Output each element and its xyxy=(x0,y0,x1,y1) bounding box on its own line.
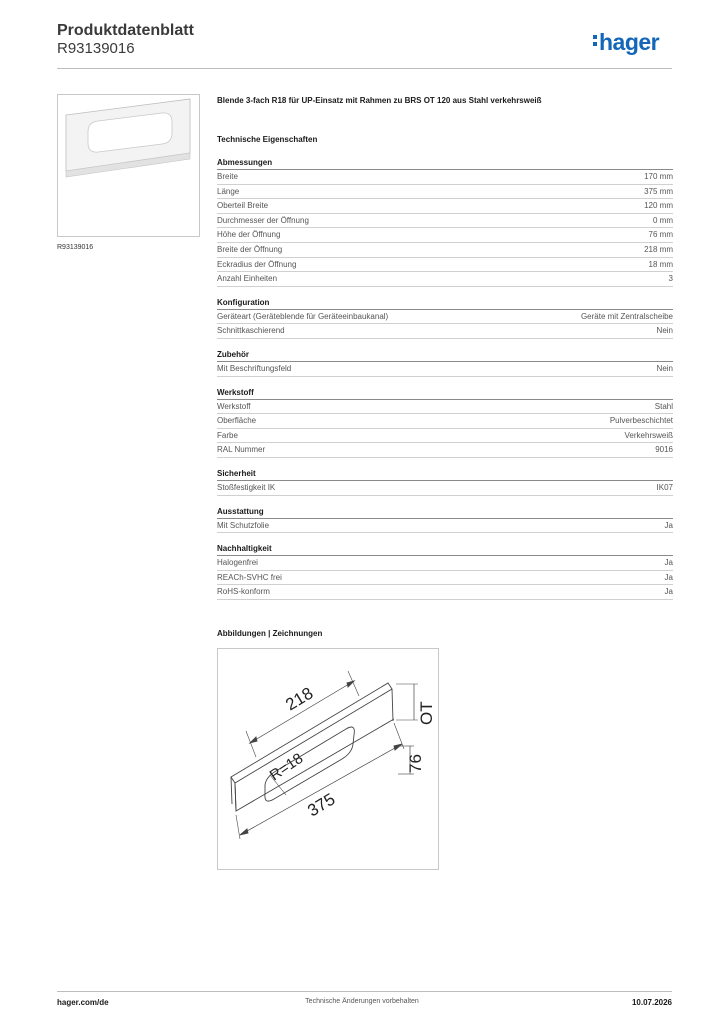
spec-label: Werkstoff xyxy=(217,401,251,411)
header-divider xyxy=(57,68,672,69)
spec-value: 170 mm xyxy=(644,172,673,181)
spec-label: Breite der Öffnung xyxy=(217,244,283,254)
spec-row xyxy=(217,585,673,600)
spec-value: Ja xyxy=(664,587,673,597)
spec-label: Schnittkaschierend xyxy=(217,326,285,336)
spec-label: Stoßfestigkeit IK xyxy=(217,482,276,492)
spec-section xyxy=(217,506,673,534)
spec-section xyxy=(217,543,673,600)
spec-row xyxy=(217,272,673,287)
section-heading: Zubehör xyxy=(217,349,673,362)
spec-value: Nein xyxy=(656,363,673,373)
spec-label: Halogenfrei xyxy=(217,558,258,568)
spec-label: Höhe der Öffnung xyxy=(217,230,281,240)
dim-radius-label: R=18 xyxy=(266,749,307,785)
dim-width-label: 218 xyxy=(282,683,317,715)
section-heading: Abmessungen xyxy=(217,157,673,170)
footer-divider xyxy=(57,991,672,992)
spec-row xyxy=(217,362,673,377)
spec-value: Stahl xyxy=(654,401,673,411)
spec-value: Verkehrsweiß xyxy=(624,430,673,440)
spec-section xyxy=(217,297,673,339)
spec-label: Breite xyxy=(217,172,238,181)
hager-logo xyxy=(593,29,659,56)
spec-label: Farbe xyxy=(217,430,238,440)
spec-value: 0 mm xyxy=(653,215,673,225)
spec-sections xyxy=(217,157,673,600)
cover-plate-image xyxy=(58,95,199,236)
spec-value: 120 mm xyxy=(644,201,673,211)
section-heading: Ausstattung xyxy=(217,506,673,519)
technical-drawing xyxy=(217,648,439,870)
spec-label: Anzahl Einheiten xyxy=(217,274,278,284)
drawings-heading: Abbildungen | Zeichnungen xyxy=(217,629,323,638)
spec-value: Ja xyxy=(664,558,673,568)
footer-note: Technische Änderungen vorbehalten xyxy=(305,998,419,1005)
spec-row xyxy=(217,214,673,229)
section-heading: Sicherheit xyxy=(217,468,673,481)
spec-row xyxy=(217,228,673,243)
product-thumbnail xyxy=(57,94,200,237)
spec-row xyxy=(217,170,673,185)
spec-value: 375 mm xyxy=(644,186,673,196)
dim-ot-label: OT xyxy=(417,701,436,725)
logo-text: hager xyxy=(599,29,660,55)
spec-value: IK07 xyxy=(656,482,673,492)
spec-row xyxy=(217,310,673,325)
spec-row xyxy=(217,556,673,571)
spec-section xyxy=(217,157,673,287)
spec-row xyxy=(217,443,673,458)
spec-row xyxy=(217,243,673,258)
section-heading: Nachhaltigkeit xyxy=(217,543,673,556)
spec-row xyxy=(217,414,673,429)
spec-value: Ja xyxy=(664,520,673,530)
dim-height-label: 76 xyxy=(406,754,425,773)
spec-row xyxy=(217,400,673,415)
spec-section xyxy=(217,387,673,458)
spec-label: Oberfläche xyxy=(217,416,257,426)
spec-value: Geräte mit Zentralscheibe xyxy=(580,311,673,321)
technical-properties-heading: Technische Eigenschaften xyxy=(217,135,318,144)
spec-value: 18 mm xyxy=(648,259,673,269)
spec-value: 218 mm xyxy=(644,244,673,254)
spec-value: Pulverbeschichtet xyxy=(609,416,673,426)
spec-row xyxy=(217,185,673,200)
footer-website-link[interactable]: hager.com/de xyxy=(57,998,109,1007)
spec-value: Ja xyxy=(664,572,673,582)
page-title: Produktdatenblatt xyxy=(57,22,194,39)
spec-label: RAL Nummer xyxy=(217,445,266,455)
spec-label: Geräteart (Geräteblende für Geräteeinbaukanal) xyxy=(217,311,389,321)
spec-label: Oberteil Breite xyxy=(217,201,269,211)
spec-row xyxy=(217,571,673,586)
product-title: Blende 3-fach R18 für UP-Einsatz mit Rahmen zu BRS OT 120 aus Stahl verkehrsweiß xyxy=(217,96,542,105)
spec-row xyxy=(217,481,673,496)
spec-label: Mit Beschriftungsfeld xyxy=(217,363,292,373)
logo-dots-icon xyxy=(593,29,598,46)
spec-label: RoHS-konform xyxy=(217,587,270,597)
spec-label: Eckradius der Öffnung xyxy=(217,259,297,269)
spec-label: Durchmesser der Öffnung xyxy=(217,215,309,225)
dim-length-label: 375 xyxy=(304,789,339,821)
spec-value: 3 xyxy=(668,274,673,284)
spec-row xyxy=(217,429,673,444)
spec-label: Mit Schutzfolie xyxy=(217,520,270,530)
footer-date: 10.07.2026 xyxy=(631,998,672,1007)
spec-section xyxy=(217,468,673,496)
section-heading: Konfiguration xyxy=(217,297,673,310)
section-heading: Werkstoff xyxy=(217,387,673,400)
spec-label: REACh-SVHC frei xyxy=(217,572,282,582)
dimension-drawing xyxy=(218,649,438,869)
spec-row xyxy=(217,258,673,273)
product-specs xyxy=(217,96,673,610)
spec-section xyxy=(217,349,673,377)
article-number: R93139016 xyxy=(57,40,135,57)
spec-row xyxy=(217,199,673,214)
spec-row xyxy=(217,324,673,339)
spec-row xyxy=(217,519,673,534)
spec-value: 9016 xyxy=(655,445,673,455)
spec-label: Länge xyxy=(217,186,240,196)
spec-value: 76 mm xyxy=(648,230,673,240)
thumbnail-caption: R93139016 xyxy=(57,244,94,251)
spec-value: Nein xyxy=(656,326,673,336)
